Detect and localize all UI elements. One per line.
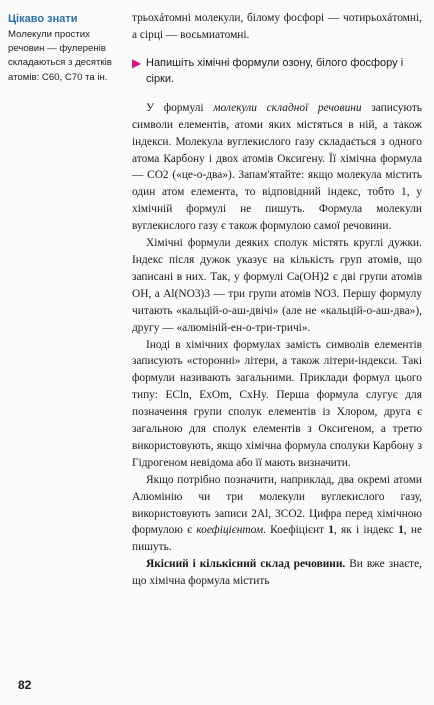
task-text: Напишіть хімічні формули озону, білого фосфору і сірки. — [146, 56, 404, 86]
sidebar-note — [8, 12, 118, 85]
sidebar-title: Цікаво знати — [8, 13, 78, 25]
sidebar-text: Молекули простих речовин — фулеренів складаються з десятків атомів: C60, C70 та ін. — [8, 29, 112, 83]
arrow-icon: ▶ — [132, 55, 142, 70]
main-text — [132, 10, 422, 590]
paragraph-2: Хімічні формули деяких сполук містять круглі дужки. Індекс після дужок указує на кількість груп атомів, що записані в них. Так, у формулі Ca(OH)2 є дві групи атомів OH, а Al(NO3)3 — три групи атомів NO3. Першу формулу читають «кальцій-о-аш-двічі» (але не «кальцій-о-аш-два»), другу — «алюміній-ен-о-три-тричі». — [132, 237, 422, 334]
page-number: 82 — [18, 678, 32, 692]
paragraph-3: Іноді в хімічних формулах замість символів елементів записують «сторонні» літери, а також літери-індекси. Такі формули називають загальними. Приклади формул цього типу: ECln, ExOm, CxHy. Перша формула слугує для позначення групи сполук елементів із Хлором, друга є загальною для сполук елементів з Оксигеном, а третю використовують, якщо хімічна формула сполуки Карбону з Гідрогеном невідома або її мають визначити. — [132, 338, 422, 469]
paragraph-5: Якісний і кількісний склад речовини. Ви вже знаєте, що хімічна формула містить — [132, 558, 422, 588]
emphasis-term: молекули складної речовини — [213, 101, 362, 114]
paragraph-0: трьохáтомні молекули, білому фосфорі — чотирьохáтомні, а сірці — восьмиатомні. — [132, 12, 422, 41]
paragraph-4: Якщо потрібно позначити, наприклад, два окремі атоми Алюмінію чи три молекули вуглекислого газу, використовують записи 2Al, 3CO2. Цифра перед хімічною формулою є коефіцієнтом. Коефіцієнт 1, як і індекс 1, не пишуть. — [132, 473, 423, 554]
task-block — [132, 55, 422, 88]
section-heading: Якісний і кількісний склад речовини. — [146, 558, 346, 571]
emphasis-coefficient: коефіцієнтом — [196, 524, 264, 537]
paragraph-1: У формулі молекули складної речовини записують символи елементів, атоми яких містяться в ній, а також індекси. Молекула вуглекислого газу складається з одного атома Карбону і двох атомів Оксигену. Її хімічна формула — CO2 («це-о-два»). Запам'ятайте: якщо молекула містить один атом елемента, то відповідний індекс, тобто 1, у хімічній формулі не пишуть. Формула молекули вуглекислого газу є також формулою самої речовини. — [132, 101, 422, 233]
